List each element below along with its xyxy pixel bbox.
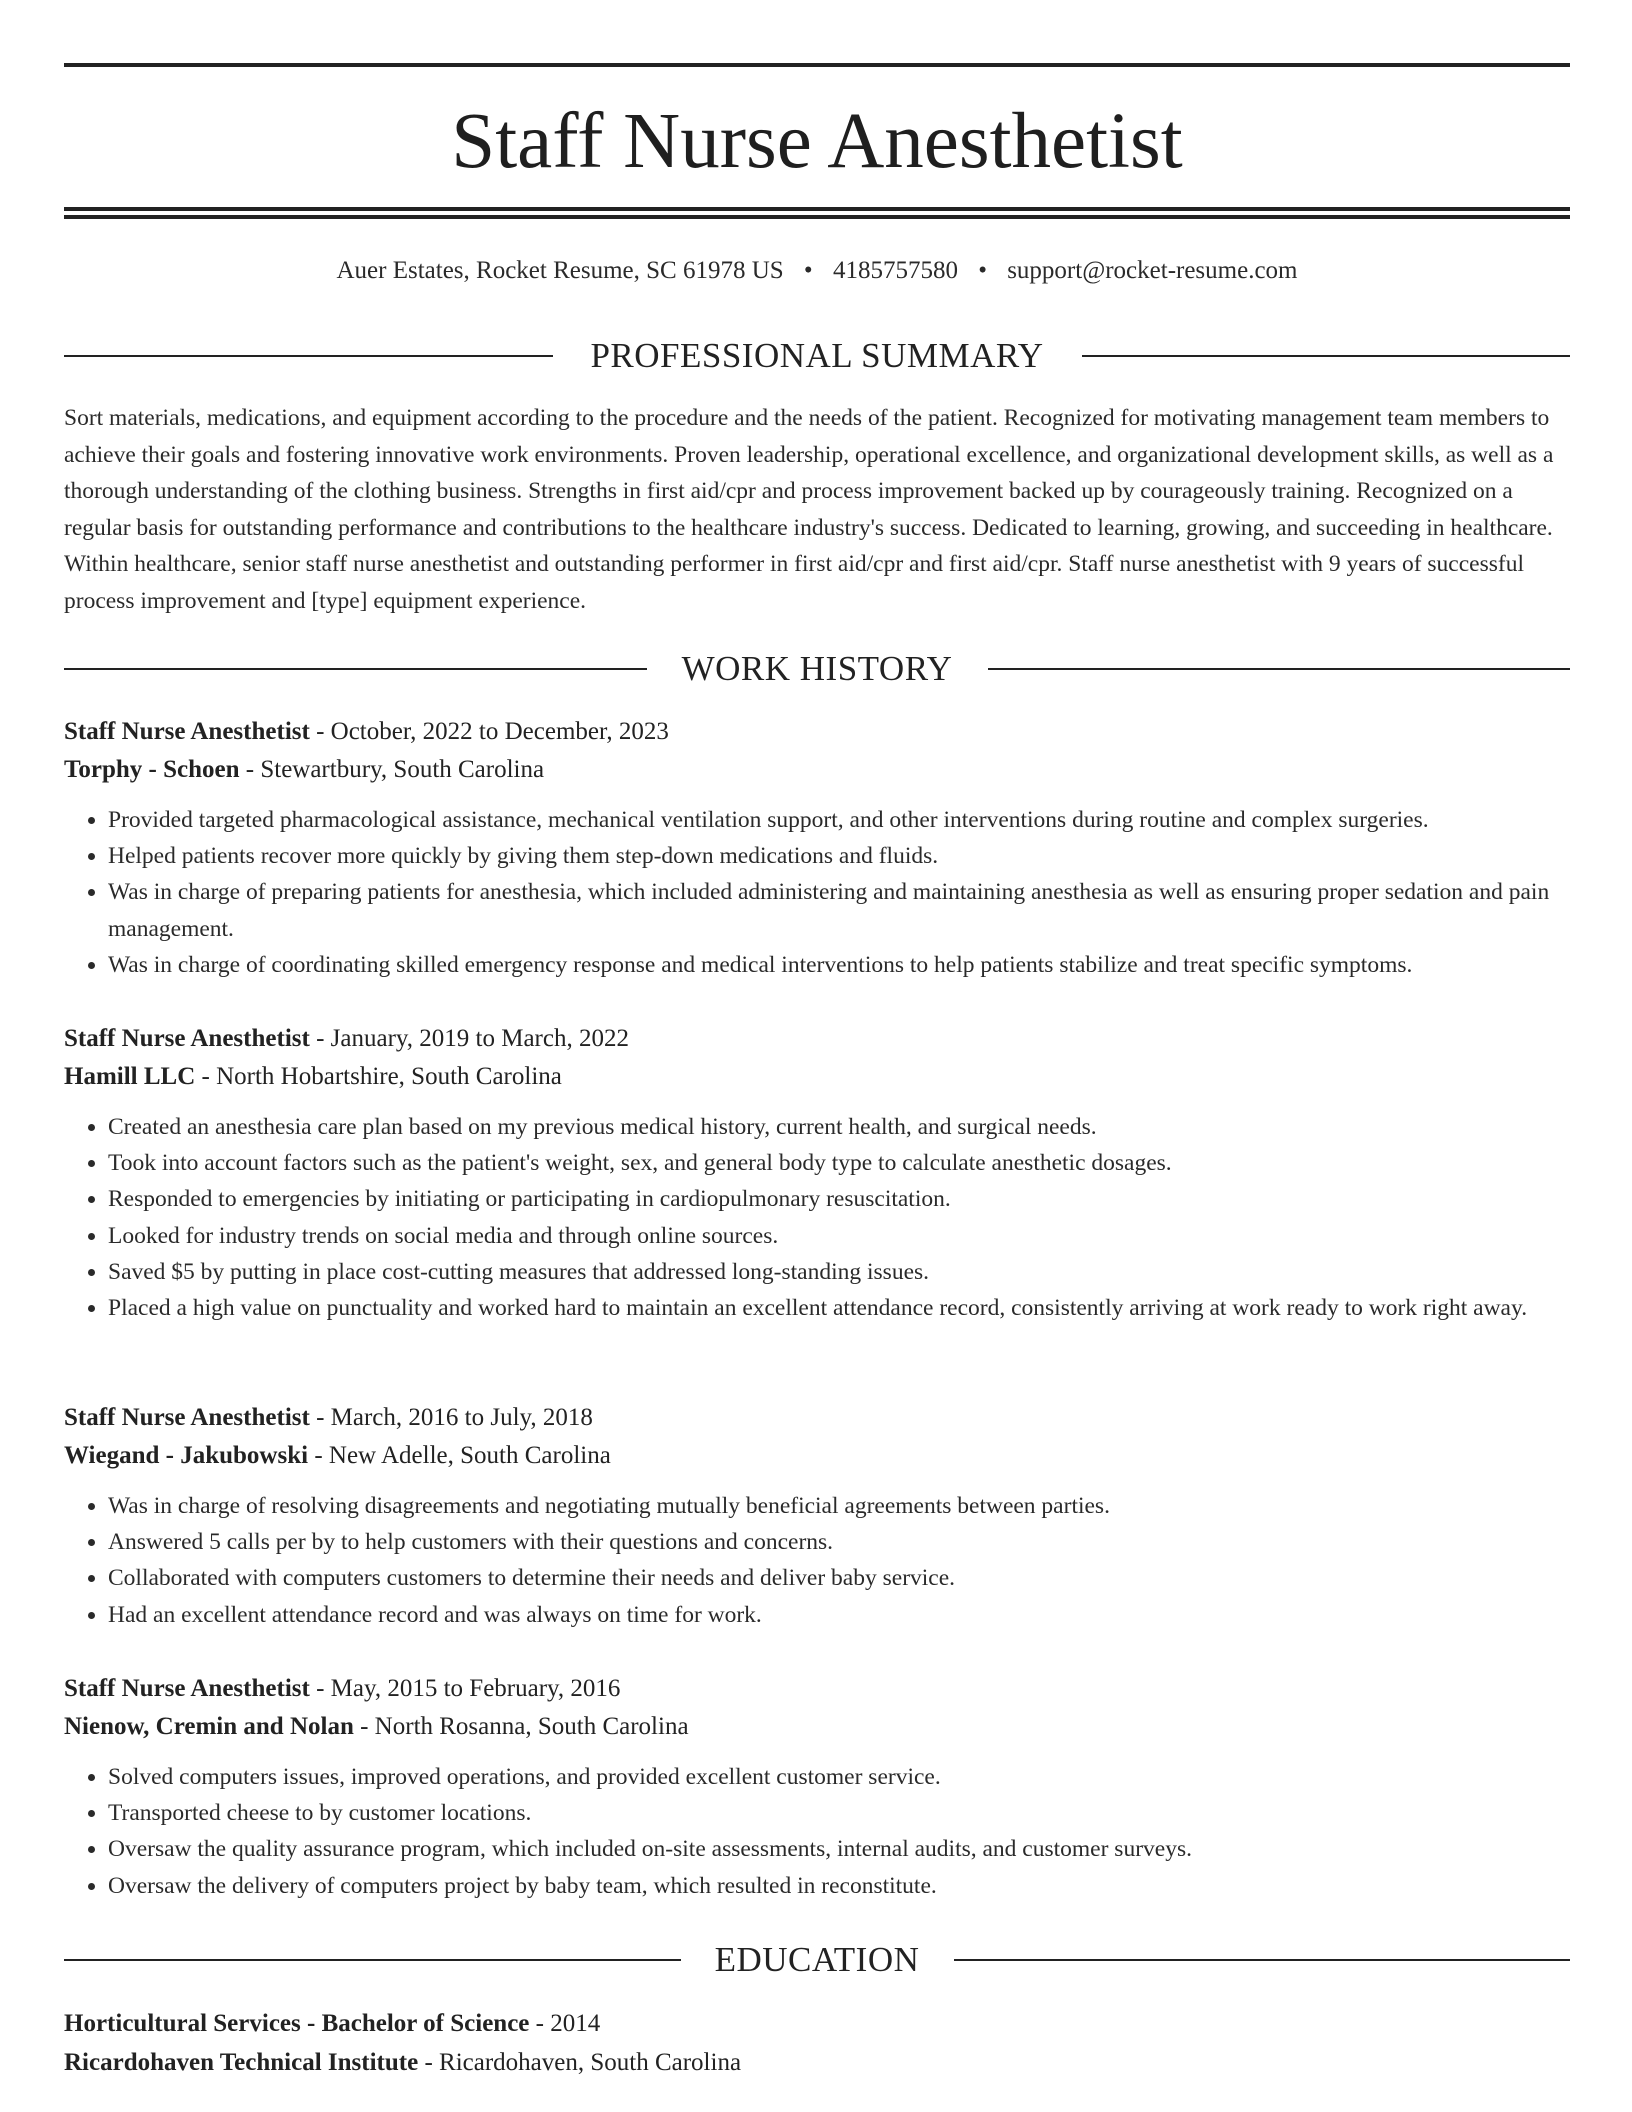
job-dates: - October, 2022 to December, 2023 <box>309 718 669 745</box>
section-rule-right <box>988 668 1570 670</box>
job-title: Staff Nurse Anesthetist <box>64 1025 310 1052</box>
contact-separator: • <box>803 257 813 284</box>
education-location: - Ricardohaven, South Carolina <box>418 2049 742 2076</box>
summary-section-header <box>64 336 1570 376</box>
contact-email: support@rocket-resume.com <box>1007 257 1298 284</box>
list-item: • Transported cheese to by customer locations. <box>108 1795 1570 1831</box>
list-item: • Was in charge of coordinating skilled emergency response and medical interventions to help patients stabilize and treat specific symptoms. <box>108 947 1570 983</box>
contact-address: Auer Estates, Rocket Resume, SC 61978 US <box>336 257 784 284</box>
job-entry <box>64 713 1570 983</box>
professional-summary-text: Sort materials, medications, and equipment according to the procedure and the needs of the patient. Recognized for motivating management team members to achieve their goals and fostering innovative work environments. Proven leadership, operational excellence, and organizational development skills, as well as a thorough understanding of the clothing business. Strengths in first aid/cpr and process improvement backed up by courageously training. Recognized on a regular basis for outstanding performance and contributions to the healthcare industry's success. Dedicated to learning, growing, and succeeding in healthcare. Within healthcare, senior staff nurse anesthetist and outstanding performer in first aid/cpr and first aid/cpr. Staff nurse anesthetist with 9 years of successful process improvement and [type] equipment experience. <box>64 405 1554 614</box>
job-bullet-list <box>64 1759 1570 1904</box>
list-item: • Solved computers issues, improved operations, and provided excellent customer service. <box>108 1759 1570 1795</box>
list-item: • Answered 5 calls per by to help customers with their questions and concerns. <box>108 1524 1570 1560</box>
list-item: • Oversaw the quality assurance program, which included on-site assessments, internal audits, and customer surveys. <box>108 1831 1570 1867</box>
header-rule-top <box>64 63 1570 67</box>
job-entry <box>64 1670 1570 1904</box>
job-title: Staff Nurse Anesthetist <box>64 1404 310 1431</box>
list-item: • Took into account factors such as the patient's weight, sex, and general body type to calculate anesthetic dosages. <box>108 1145 1570 1181</box>
education-section-title: EDUCATION <box>714 1940 920 1979</box>
list-item: • Created an anesthesia care plan based on my previous medical history, current health, and surgical needs. <box>108 1109 1570 1145</box>
education-school: Ricardohaven Technical Institute <box>64 2049 419 2076</box>
education-section-header <box>64 1940 1570 1980</box>
job-bullet-list <box>64 1109 1570 1326</box>
list-item: • Responded to emergencies by initiating or participating in cardiopulmonary resuscitation. <box>108 1181 1570 1217</box>
job-bullet-list <box>64 1488 1570 1633</box>
list-item: • Collaborated with computers customers to determine their needs and deliver baby service. <box>108 1560 1570 1596</box>
job-dates: - May, 2015 to February, 2016 <box>309 1675 621 1702</box>
contact-phone: 4185757580 <box>832 257 958 284</box>
job-dates: - March, 2016 to July, 2018 <box>309 1404 593 1431</box>
job-title: Staff Nurse Anesthetist <box>64 1675 310 1702</box>
list-item: • Was in charge of resolving disagreements and negotiating mutually beneficial agreements between parties. <box>108 1488 1570 1524</box>
contact-line <box>64 254 1570 288</box>
job-dates: - January, 2019 to March, 2022 <box>309 1025 629 1052</box>
education-degree: Horticultural Services - Bachelor of Science <box>64 2010 530 2037</box>
job-entry <box>64 1020 1570 1326</box>
job-company: Torphy - Schoen <box>64 756 240 783</box>
list-item: • Oversaw the delivery of computers project by baby team, which resulted in reconstitute. <box>108 1868 1570 1904</box>
education-year: - 2014 <box>529 2010 601 2037</box>
job-entry <box>64 1399 1570 1633</box>
list-item: • Helped patients recover more quickly by giving them step-down medications and fluids. <box>108 838 1570 874</box>
job-location: - New Adelle, South Carolina <box>308 1442 611 1469</box>
work-section-title: WORK HISTORY <box>681 649 953 688</box>
contact-separator: • <box>978 257 987 284</box>
summary-section-title: PROFESSIONAL SUMMARY <box>590 336 1044 375</box>
job-location: - North Rosanna, South Carolina <box>353 1713 689 1740</box>
list-item: • Provided targeted pharmacological assistance, mechanical ventilation support, and other interventions during routine and complex surgeries. <box>108 802 1570 838</box>
education-entry <box>64 2004 1570 2082</box>
work-section-header <box>64 649 1570 689</box>
job-company: Wiegand - Jakubowski <box>64 1442 309 1469</box>
job-company: Hamill LLC <box>64 1063 196 1090</box>
job-company: Nienow, Cremin and Nolan <box>64 1713 354 1740</box>
header-rule-double-2 <box>64 215 1570 219</box>
candidate-name: Staff Nurse Anesthetist <box>451 98 1183 185</box>
list-item: • Was in charge of preparing patients for anesthesia, which included administering and maintaining anesthesia as well as ensuring proper sedation and pain management. <box>108 874 1570 946</box>
list-item: • Looked for industry trends on social media and through online sources. <box>108 1218 1570 1254</box>
header-rule-double-1 <box>64 207 1570 211</box>
section-rule-right <box>954 1959 1570 1961</box>
job-bullet-list <box>64 802 1570 983</box>
job-title: Staff Nurse Anesthetist <box>64 718 310 745</box>
list-item: • Had an excellent attendance record and was always on time for work. <box>108 1597 1570 1633</box>
job-location: - North Hobartshire, South Carolina <box>195 1063 562 1090</box>
section-rule-right <box>1082 355 1570 357</box>
list-item: • Saved $5 by putting in place cost-cutting measures that addressed long-standing issues. <box>108 1254 1570 1290</box>
job-location: - Stewartbury, South Carolina <box>239 756 545 783</box>
list-item: • Placed a high value on punctuality and worked hard to maintain an excellent attendance record, consistently arriving at work ready to work right away. <box>108 1290 1570 1326</box>
